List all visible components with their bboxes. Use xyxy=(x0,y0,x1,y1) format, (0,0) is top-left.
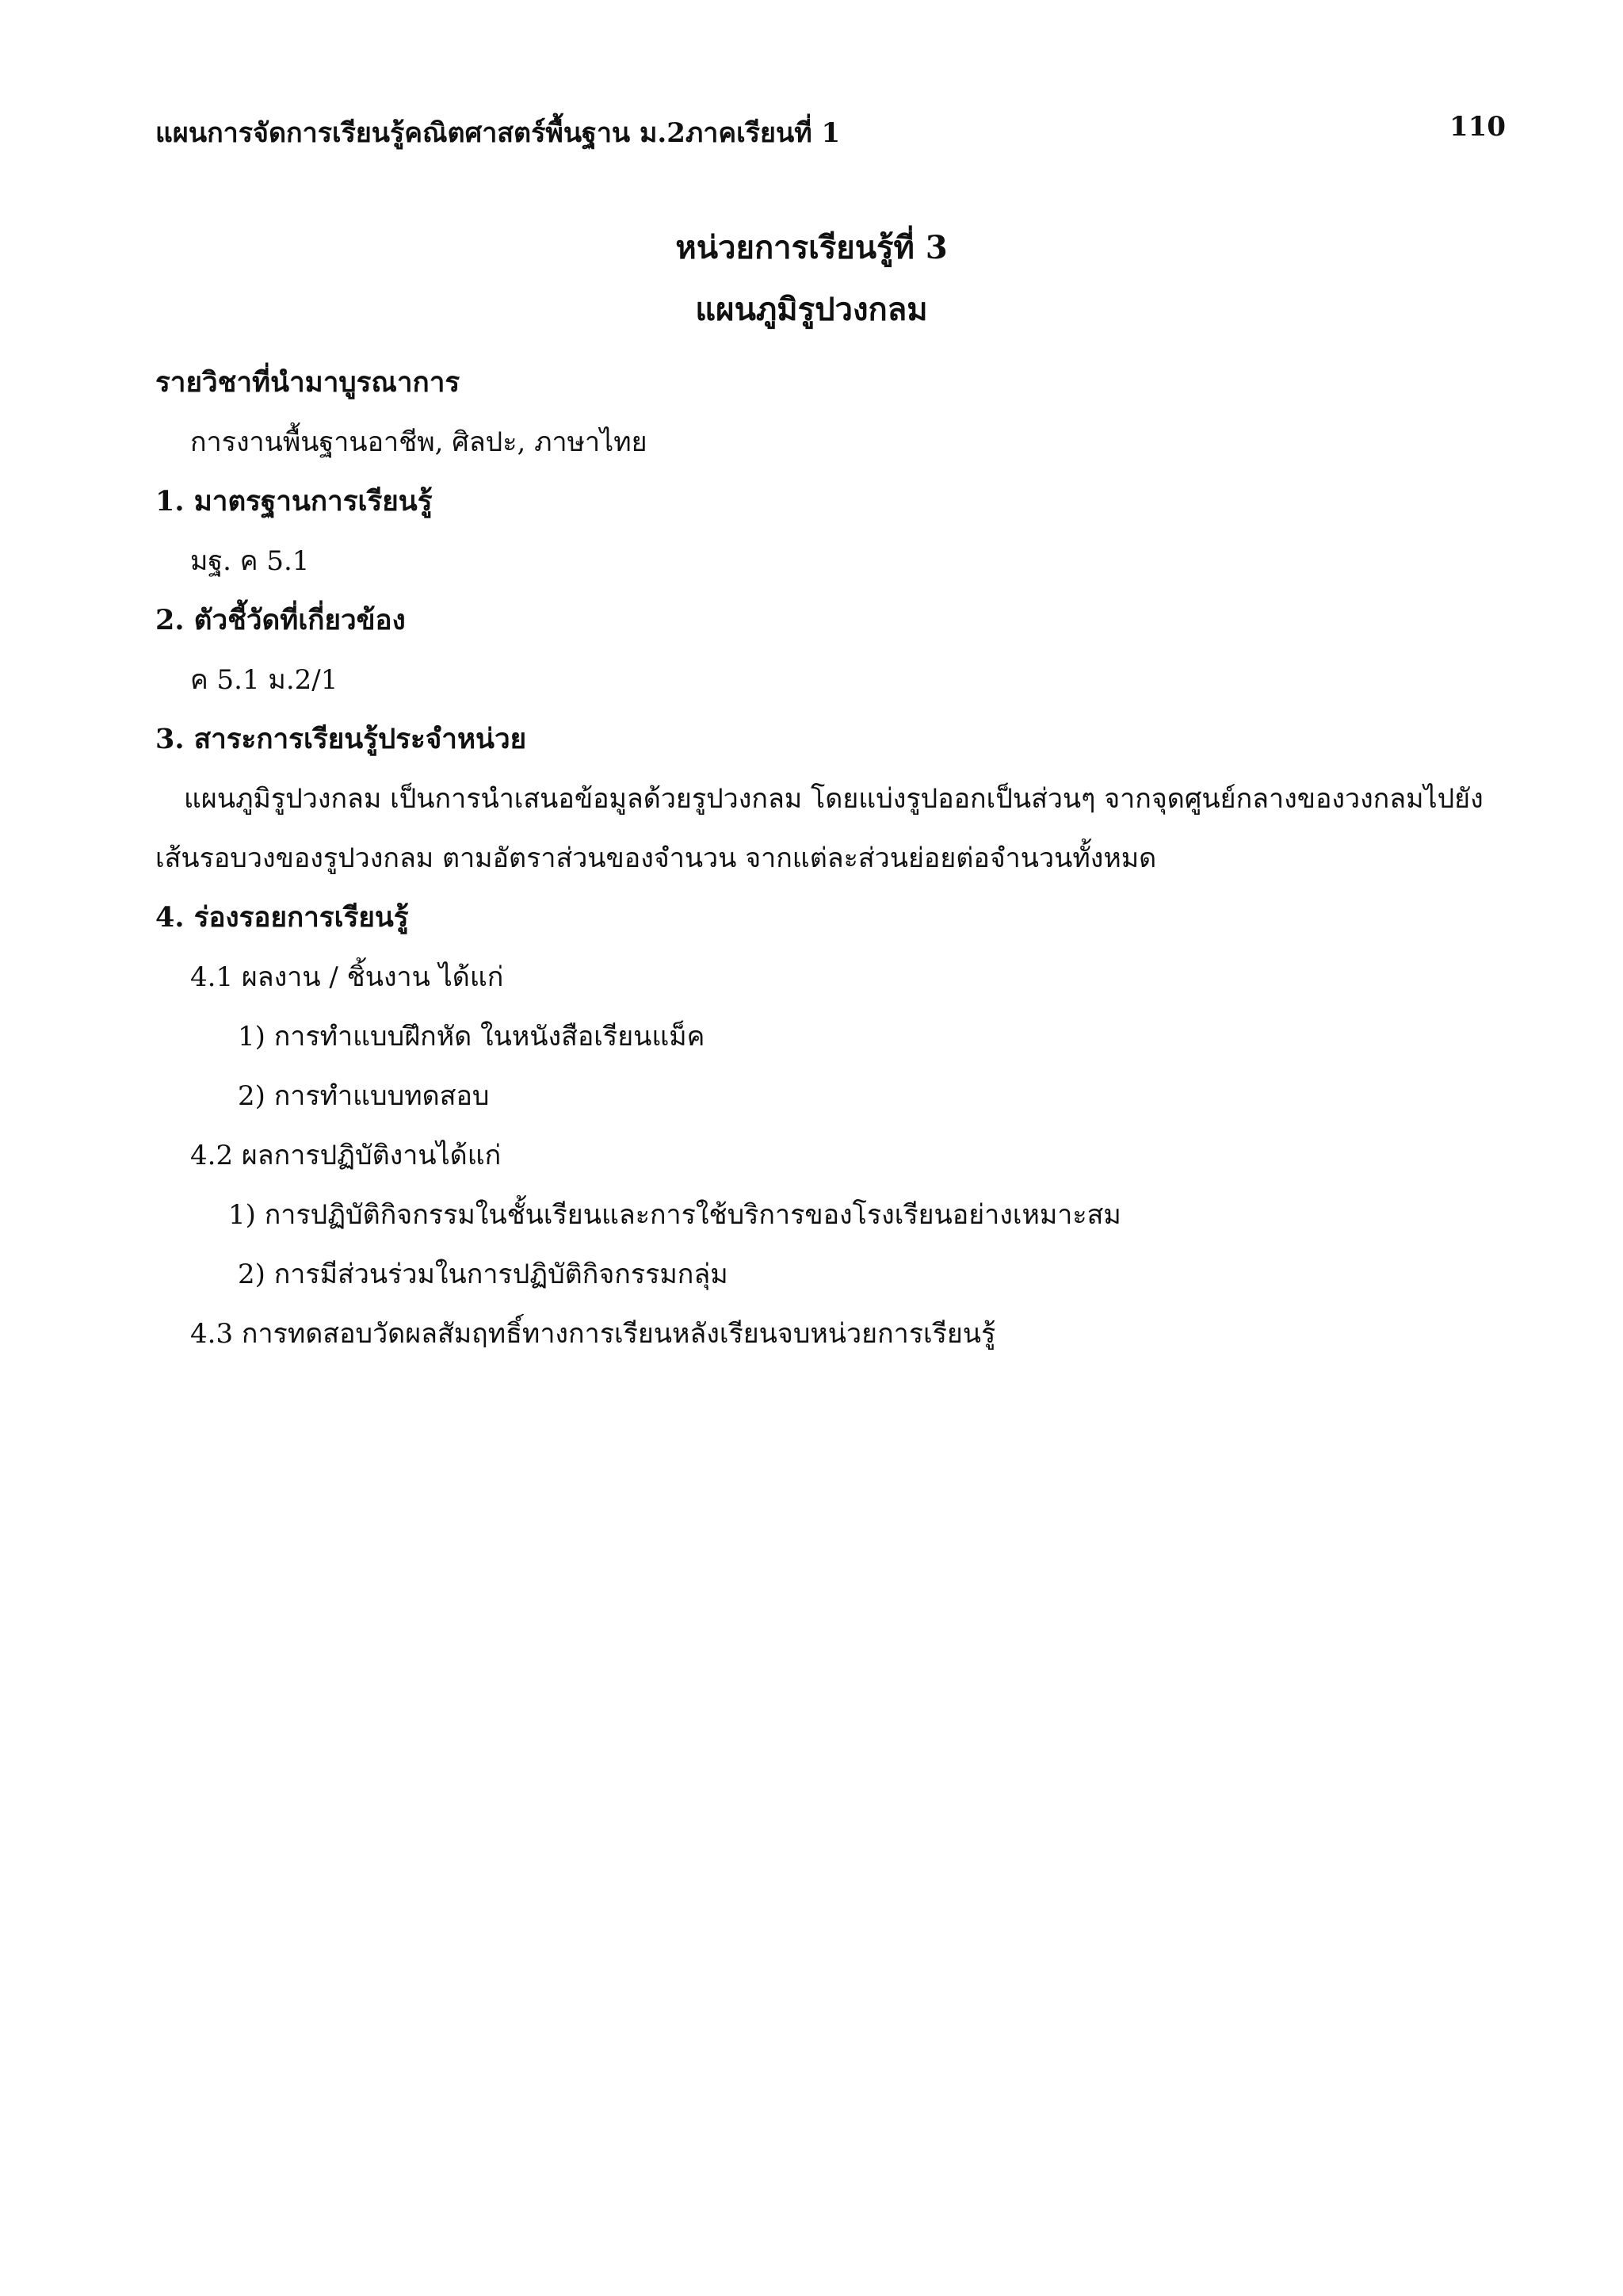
running-header: แผนการจัดการเรียนรู้คณิตศาสตร์พื้นฐาน ม.2ภาคเรียนที่ 1 xyxy=(155,117,841,149)
section-4-heading: 4. ร่องรอยการเรียนรู้ xyxy=(155,901,409,934)
unit-name: แผนภูมิรูปวงกลม xyxy=(695,291,928,328)
page-number: 110 xyxy=(1449,111,1506,143)
section-2-text: ค 5.1 ม.2/1 xyxy=(190,664,338,696)
section-1-heading: 1. มาตรฐานการเรียนรู้ xyxy=(155,485,433,518)
section-4-1: 4.1 ผลงาน / ชิ้นงาน ได้แก่ xyxy=(190,961,504,993)
integration-text: การงานพื้นฐานอาชีพ, ศิลปะ, ภาษาไทย xyxy=(190,426,647,458)
section-3-paragraph-line-1: แผนภูมิรูปวงกลม เป็นการนำเสนอข้อมูลด้วยรูปวงกลม โดยแบ่งรูปออกเป็นส่วนๆ จากจุดศูนย์กลางของวงกลมไปยัง xyxy=(184,783,1484,815)
unit-title: หน่วยการเรียนรู้ที่ 3 xyxy=(675,229,948,266)
section-4-2-item-2: 2) การมีส่วนร่วมในการปฏิบัติกิจกรรมกลุ่ม xyxy=(238,1259,728,1290)
section-4-2: 4.2 ผลการปฏิบัติงานได้แก่ xyxy=(190,1140,502,1171)
section-2-heading: 2. ตัวชี้วัดที่เกี่ยวข้อง xyxy=(155,604,406,636)
section-1-text: มฐ. ค 5.1 xyxy=(190,545,310,577)
integration-heading: รายวิชาที่นำมาบูรณาการ xyxy=(155,366,460,399)
section-4-2-item-1: 1) การปฏิบัติกิจกรรมในชั้นเรียนและการใช้บริการของโรงเรียนอย่างเหมาะสม xyxy=(228,1199,1121,1231)
section-4-1-item-1: 1) การทำแบบฝึกหัด ในหนังสือเรียนแม็ค xyxy=(238,1021,705,1052)
section-3-heading: 3. สาระการเรียนรู้ประจำหน่วย xyxy=(155,723,527,755)
section-4-3: 4.3 การทดสอบวัดผลสัมฤทธิ์ทางการเรียนหลังเรียนจบหน่วยการเรียนรู้ xyxy=(190,1318,996,1350)
section-3-paragraph-line-2: เส้นรอบวงของรูปวงกลม ตามอัตราส่วนของจำนวน จากแต่ละส่วนย่อยต่อจำนวนทั้งหมด xyxy=(155,842,1157,874)
section-4-1-item-2: 2) การทำแบบทดสอบ xyxy=(238,1080,490,1112)
